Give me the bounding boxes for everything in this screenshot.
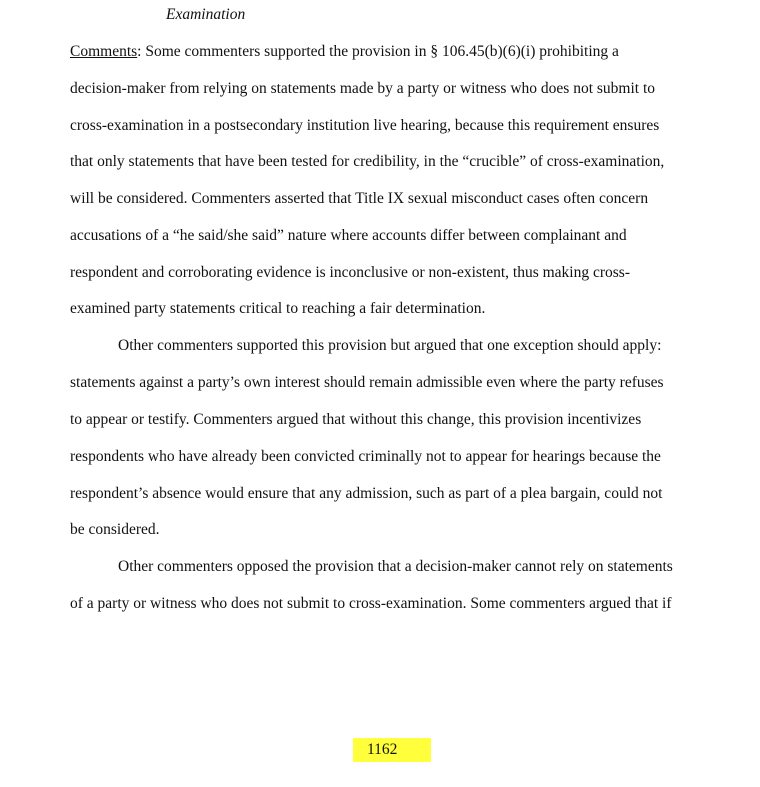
- paragraph-line: be considered.: [70, 521, 160, 538]
- paragraph-line: statements against a party’s own interest should remain admissible even where the party refuses: [70, 374, 664, 391]
- paragraph-line: will be considered. Commenters asserted that Title IX sexual misconduct cases often concern: [70, 190, 649, 207]
- comments-label: Comments: [70, 43, 138, 60]
- paragraph-line: Other commenters supported this provision but argued that one exception should apply:: [118, 337, 662, 354]
- section-heading: Examination: [166, 6, 246, 23]
- paragraph-line: [70, 42, 619, 62]
- page-number: 1162: [353, 738, 431, 762]
- paragraph-line: respondent and corroborating evidence is inconclusive or non-existent, thus making cross-: [70, 264, 631, 281]
- paragraph-line: cross-examination in a postsecondary institution live hearing, because this requirement ensures: [70, 117, 660, 134]
- paragraph-text: : Some commenters supported the provision in § 106.45(b)(6)(i) prohibiting a: [137, 43, 619, 60]
- paragraph-line: of a party or witness who does not submit to cross-examination. Some commenters argued that if: [70, 595, 672, 612]
- paragraph-line: that only statements that have been tested for credibility, in the “crucible” of cross-examination,: [70, 153, 665, 170]
- paragraph-line: respondent’s absence would ensure that any admission, such as part of a plea bargain, could not: [70, 485, 663, 502]
- paragraph-line: accusations of a “he said/she said” nature where accounts differ between complainant and: [70, 227, 627, 244]
- paragraph-line: respondents who have already been convicted criminally not to appear for hearings because the: [70, 448, 661, 465]
- paragraph-line: examined party statements critical to reaching a fair determination.: [70, 300, 486, 317]
- paragraph-line: Other commenters opposed the provision that a decision-maker cannot rely on statements: [118, 558, 673, 575]
- paragraph-line: to appear or testify. Commenters argued that without this change, this provision incentivizes: [70, 411, 642, 428]
- paragraph-line: decision-maker from relying on statements made by a party or witness who does not submit to: [70, 80, 656, 97]
